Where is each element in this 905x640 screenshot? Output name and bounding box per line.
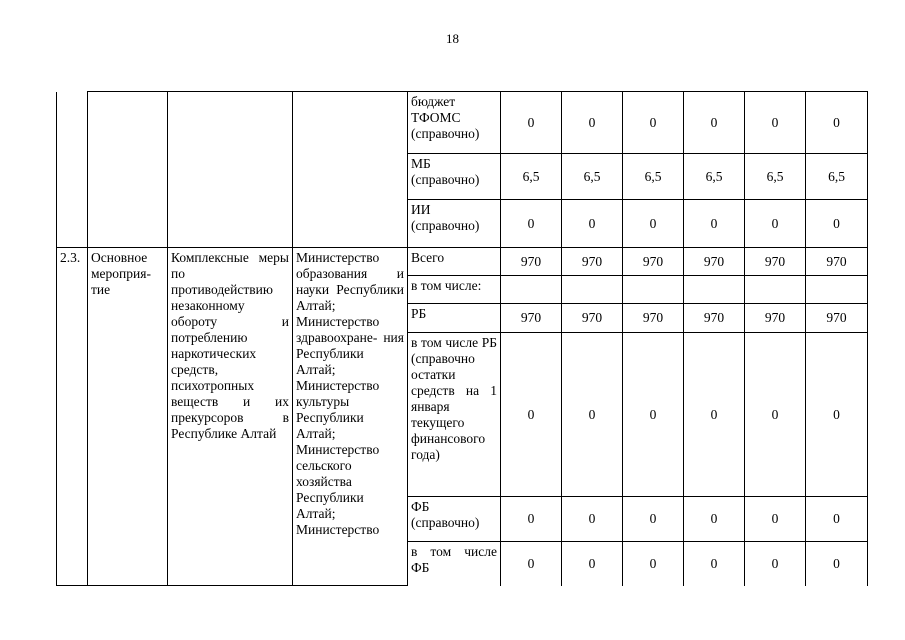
value-cell: 0 xyxy=(745,200,806,248)
value-cell: 0 xyxy=(806,92,868,154)
value-cell: 0 xyxy=(562,92,623,154)
value-cell: 970 xyxy=(806,304,868,333)
value-cell xyxy=(684,276,745,304)
value-cell: 970 xyxy=(745,248,806,276)
value-cell: 0 xyxy=(623,497,684,542)
value-cell: 0 xyxy=(501,497,562,542)
program-table xyxy=(56,91,868,586)
value-cell: 970 xyxy=(623,304,684,333)
value-cell: 0 xyxy=(684,92,745,154)
value-cell xyxy=(745,276,806,304)
executor-cell-empty xyxy=(293,92,408,248)
value-cell: 0 xyxy=(684,542,745,586)
activity-number: 2.3. xyxy=(57,248,88,586)
value-cell: 0 xyxy=(684,200,745,248)
value-cell: 0 xyxy=(623,200,684,248)
value-cell: 0 xyxy=(501,92,562,154)
table-row xyxy=(57,92,868,154)
number-cell-empty xyxy=(57,92,88,248)
source-cell: МБ (справочно) xyxy=(408,154,501,200)
value-cell: 970 xyxy=(562,248,623,276)
value-cell: 970 xyxy=(684,304,745,333)
source-cell: в том числе ФБ xyxy=(408,542,501,586)
value-cell: 0 xyxy=(745,333,806,497)
type-cell-empty xyxy=(88,92,168,248)
source-cell: бюджет ТФОМС (справочно) xyxy=(408,92,501,154)
value-cell: 0 xyxy=(684,333,745,497)
value-cell xyxy=(501,276,562,304)
activity-name: Комплексные меры по противодействию незаконному обороту и потреблению наркотических средств, психотропных веществ и их прекурсоров в Республике Алтай xyxy=(168,248,293,586)
source-cell: Всего xyxy=(408,248,501,276)
source-cell: ИИ (справочно) xyxy=(408,200,501,248)
value-cell: 0 xyxy=(501,542,562,586)
value-cell: 0 xyxy=(623,92,684,154)
value-cell: 0 xyxy=(745,92,806,154)
value-cell: 0 xyxy=(684,497,745,542)
value-cell: 0 xyxy=(501,200,562,248)
value-cell: 970 xyxy=(684,248,745,276)
value-cell: 0 xyxy=(562,542,623,586)
value-cell: 970 xyxy=(806,248,868,276)
value-cell: 0 xyxy=(562,497,623,542)
value-cell: 6,5 xyxy=(806,154,868,200)
value-cell xyxy=(806,276,868,304)
value-cell: 0 xyxy=(806,333,868,497)
table-row xyxy=(57,248,868,276)
value-cell: 970 xyxy=(501,248,562,276)
source-cell: РБ xyxy=(408,304,501,333)
value-cell: 0 xyxy=(623,542,684,586)
value-cell: 970 xyxy=(623,248,684,276)
value-cell: 6,5 xyxy=(562,154,623,200)
value-cell: 0 xyxy=(562,200,623,248)
value-cell: 0 xyxy=(501,333,562,497)
activity-executor: Министерство образования и науки Республики Алтай; Министерство здравоохране- ния Республики Алтай; Министерство культуры Республики Алтай; Министерство сельского хозяйства Республики Алтай; Министерство xyxy=(293,248,408,586)
value-cell: 0 xyxy=(806,497,868,542)
value-cell: 970 xyxy=(745,304,806,333)
activity-type: Основное мероприя- тие xyxy=(88,248,168,586)
source-cell: в том числе РБ (справочно остатки средств на 1 января текущего финансового года) xyxy=(408,333,501,497)
value-cell: 6,5 xyxy=(745,154,806,200)
value-cell: 970 xyxy=(562,304,623,333)
source-cell: ФБ (справочно) xyxy=(408,497,501,542)
value-cell: 970 xyxy=(501,304,562,333)
value-cell: 0 xyxy=(562,333,623,497)
value-cell: 6,5 xyxy=(501,154,562,200)
page-number: 18 xyxy=(446,31,459,46)
value-cell: 6,5 xyxy=(684,154,745,200)
value-cell: 0 xyxy=(806,200,868,248)
value-cell: 6,5 xyxy=(623,154,684,200)
value-cell: 0 xyxy=(745,542,806,586)
value-cell xyxy=(562,276,623,304)
name-cell-empty xyxy=(168,92,293,248)
source-cell: в том числе: xyxy=(408,276,501,304)
value-cell: 0 xyxy=(806,542,868,586)
value-cell: 0 xyxy=(623,333,684,497)
value-cell xyxy=(623,276,684,304)
value-cell: 0 xyxy=(745,497,806,542)
